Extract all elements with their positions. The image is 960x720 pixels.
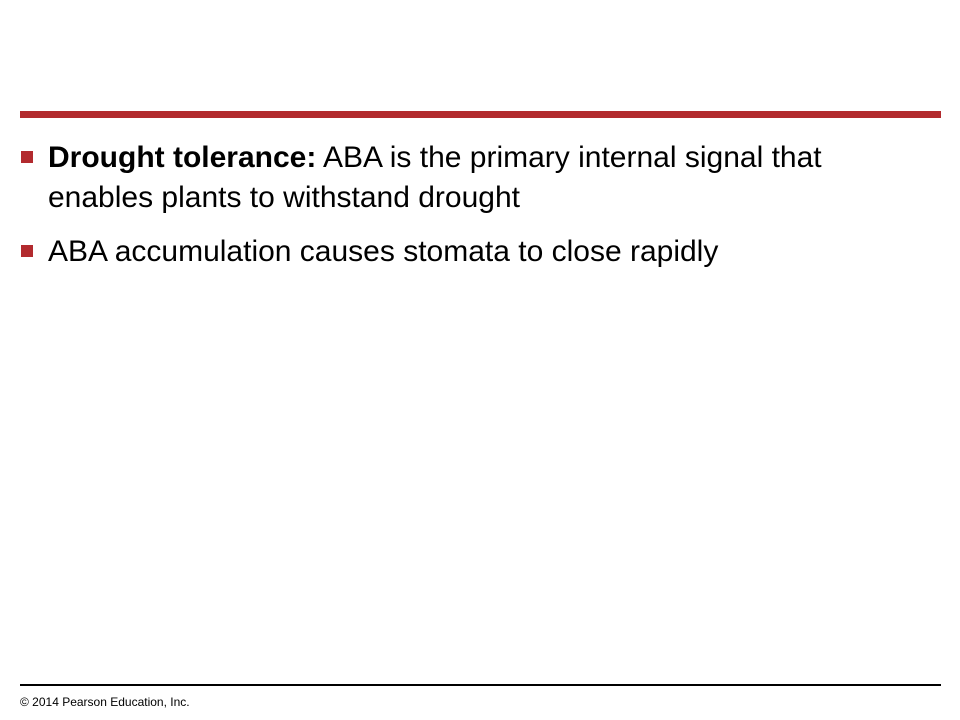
bullet-item-aba-accumulation — [20, 232, 920, 272]
title-divider — [20, 111, 941, 118]
bullet-text: ABA accumulation causes stomata to close rapidly — [48, 235, 719, 268]
square-bullet-icon — [21, 151, 33, 163]
bullet-list — [20, 138, 920, 272]
bullet-text: ABA is the primary internal signal that enables plants to withstand drought — [48, 141, 822, 214]
footer-divider — [20, 684, 941, 686]
bullet-item-drought-tolerance — [20, 138, 920, 218]
bullet-term: Drought tolerance: — [48, 141, 317, 174]
copyright-notice: © 2014 Pearson Education, Inc. — [20, 695, 190, 709]
square-bullet-icon — [21, 245, 33, 257]
